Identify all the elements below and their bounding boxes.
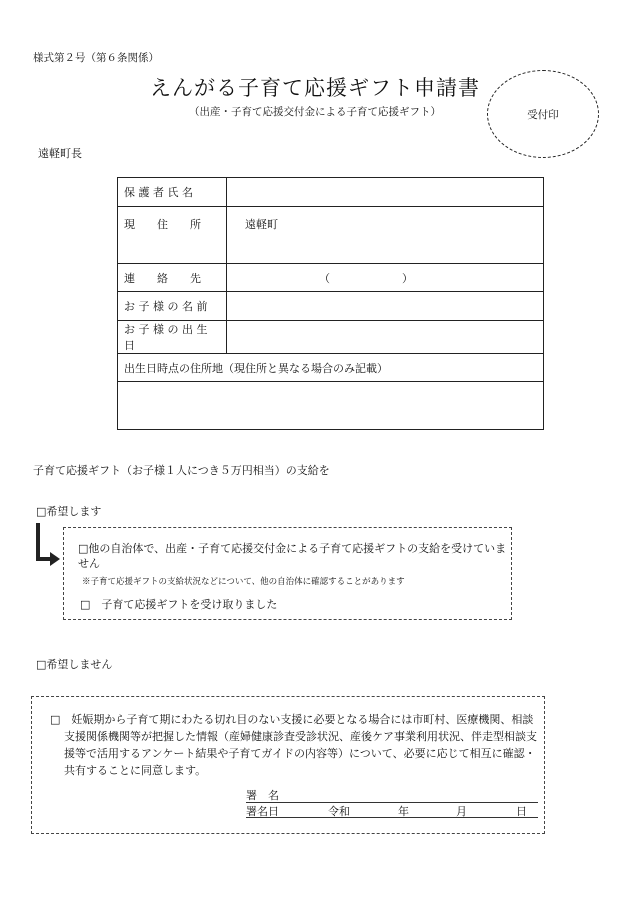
- address-label: 現 住 所: [118, 207, 227, 264]
- other-municipality-checkbox[interactable]: □他の自治体で、出産・子育て応援交付金による子育て応援ギフトの支給を受けていません: [78, 542, 507, 570]
- child-name-field[interactable]: [227, 292, 544, 321]
- stamp-label: 受付印: [527, 108, 559, 121]
- guardian-name-label: 保 護 者 氏 名: [118, 178, 227, 207]
- confirmation-note: ※子育て応援ギフトの支給状況などについて、他の自治体に確認することがあります: [82, 577, 405, 587]
- signature-date-line[interactable]: [246, 803, 538, 818]
- signature-date-label: 署名日: [246, 805, 279, 818]
- hope-checkbox[interactable]: □希望します: [36, 505, 102, 518]
- table-row: [118, 354, 544, 382]
- applicant-info-table: [117, 177, 544, 430]
- child-birthdate-label: お 子 様 の 出 生 日: [118, 321, 227, 354]
- contact-paren-open: （: [319, 271, 330, 285]
- table-row: [118, 264, 544, 292]
- recipient: 遠軽町長: [38, 147, 82, 160]
- signature-month: 月: [456, 805, 467, 818]
- not-hope-checkbox[interactable]: □希望しません: [36, 658, 113, 671]
- table-row: [118, 207, 544, 264]
- table-row: [118, 382, 544, 430]
- signature-name-label: 署 名: [246, 789, 279, 802]
- address-field[interactable]: 遠軽町: [227, 207, 544, 264]
- signature-name-line[interactable]: [246, 787, 538, 803]
- branch-arrow-icon: [36, 523, 62, 575]
- table-row: [118, 178, 544, 207]
- child-birthdate-field[interactable]: [227, 321, 544, 354]
- contact-label: 連 絡 先: [118, 264, 227, 292]
- table-row: [118, 321, 544, 354]
- signature-day: 日: [516, 805, 527, 818]
- table-row: [118, 292, 544, 321]
- signature-year: 年: [398, 805, 409, 818]
- form-number: 様式第２号（第６条関係）: [33, 52, 159, 64]
- consent-checkbox[interactable]: □ 妊娠期から子育て期にわたる切れ目のない支援に必要となる場合には市町村、医療機関、相談支援関係機関等が把握した情報（産婦健康診査受診状況、産後ケア事業利用状況、伴走型相談支援等で活用するアンケート結果や子育てガイドの内容等）について、必要に応じて相互に確認・共有することに同意します。: [50, 713, 537, 777]
- intro-text: 子育て応援ギフト（お子様１人につき５万円相当）の支給を: [33, 464, 330, 477]
- gift-received-checkbox[interactable]: □ 子育て応援ギフトを受け取りました: [80, 598, 278, 611]
- child-name-label: お 子 様 の 名 前: [118, 292, 227, 321]
- signature-era: 令和: [328, 805, 350, 818]
- guardian-name-field[interactable]: [227, 178, 544, 207]
- birth-address-label: 出生日時点の住所地（現住所と異なる場合のみ記載）: [118, 354, 544, 382]
- page-subtitle: （出産・子育て応援交付金による子育て応援ギフト）: [189, 106, 441, 118]
- page-title: えんがる子育て応援ギフト申請書: [150, 76, 480, 100]
- reception-stamp-area: [487, 70, 599, 158]
- contact-paren-close: ）: [402, 271, 413, 285]
- contact-field[interactable]: [227, 264, 544, 292]
- birth-address-field[interactable]: [118, 382, 544, 430]
